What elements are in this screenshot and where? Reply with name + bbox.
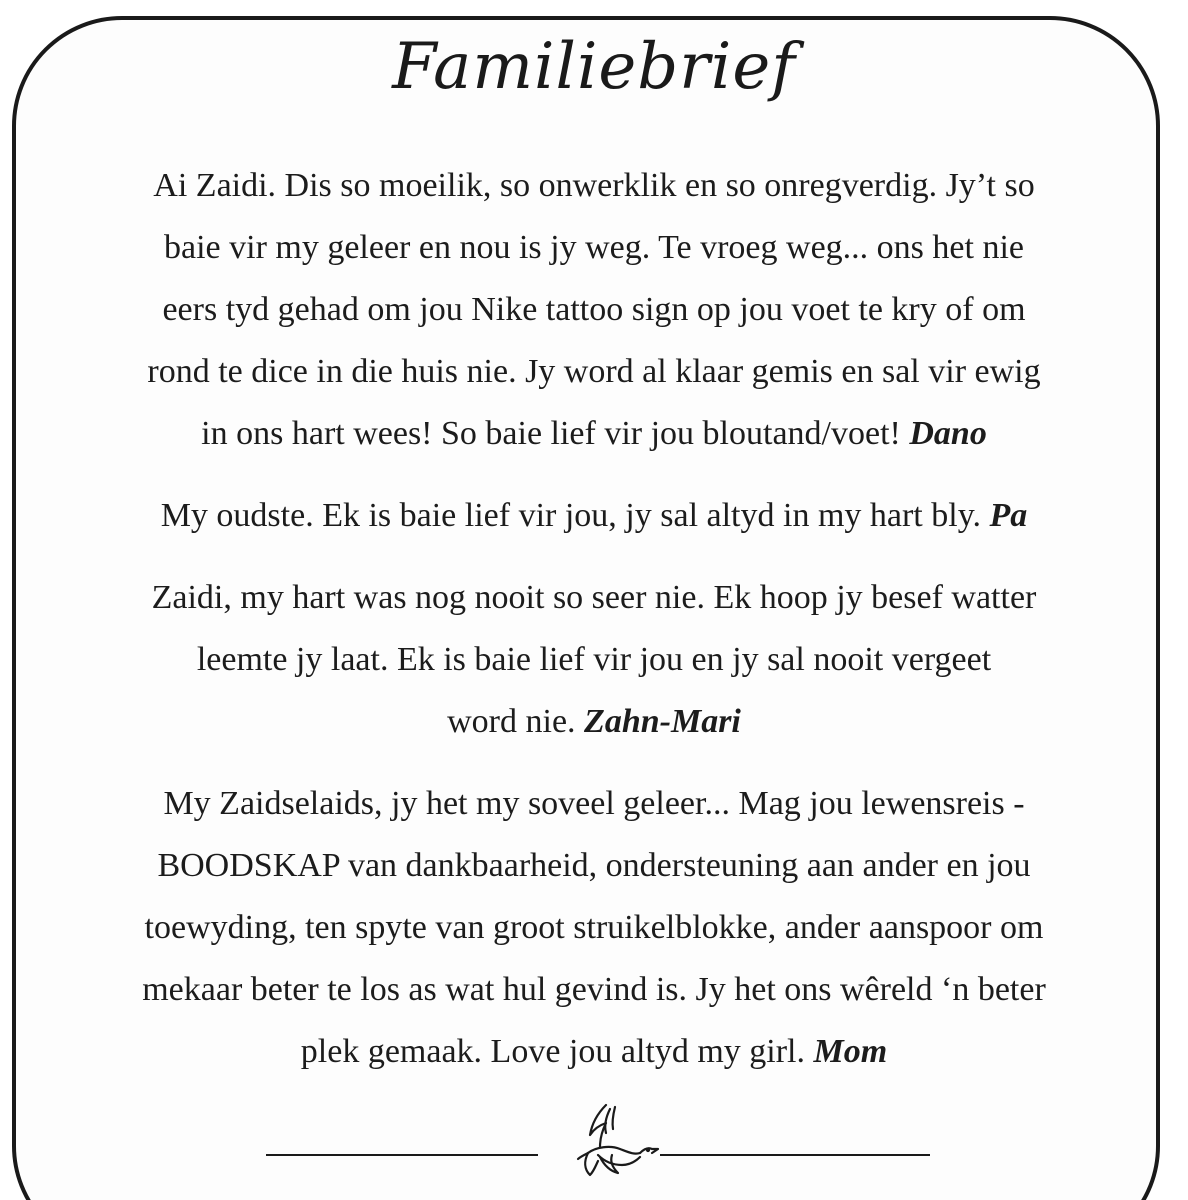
paragraph-line: mekaar beter te los as wat hul gevind is. Jy het ons wêreld ‘n beter <box>142 971 1046 1008</box>
paragraph-line: rond te dice in die huis nie. Jy word al klaar gemis en sal vir ewig <box>147 353 1041 390</box>
letter-paragraph-pa <box>60 485 1128 547</box>
paragraph-line-text: plek gemaak. Love jou altyd my girl. <box>300 1033 814 1070</box>
page-title: Familiebrief <box>392 30 796 104</box>
letter-paragraph-mom <box>60 773 1128 1083</box>
paragraph-line-text: word nie. <box>447 703 585 740</box>
dove-icon <box>0 1095 1188 1195</box>
paragraph-line-last <box>60 485 1128 547</box>
paragraph-line: baie vir my geleer en nou is jy weg. Te vroeg weg... ons het nie <box>164 229 1024 266</box>
signature-dano: Dano <box>909 415 987 452</box>
paragraph-line-last <box>60 403 1128 465</box>
signature-zahn-mari: Zahn-Mari <box>584 703 741 740</box>
paragraph-line: My Zaidselaids, jy het my soveel geleer... Mag jou lewensreis - <box>163 785 1025 822</box>
paragraph-line-last <box>60 691 1128 753</box>
letter-paragraph-zahn-mari <box>60 567 1128 753</box>
paragraph-line-text: in ons hart wees! So baie lief vir jou bloutand/voet! <box>201 415 910 452</box>
signature-pa: Pa <box>989 497 1028 534</box>
signature-mom: Mom <box>813 1033 888 1070</box>
paragraph-line: toewyding, ten spyte van groot struikelblokke, ander aanspoor om <box>144 909 1044 946</box>
paragraph-line-last <box>60 1021 1128 1083</box>
paragraph-line: leemte jy laat. Ek is baie lief vir jou en jy sal nooit vergeet <box>196 641 992 678</box>
paragraph-line: BOODSKAP van dankbaarheid, ondersteuning aan ander en jou <box>157 847 1031 884</box>
paragraph-line: Zaidi, my hart was nog nooit so seer nie. Ek hoop jy besef watter <box>151 579 1037 616</box>
paragraph-line: Ai Zaidi. Dis so moeilik, so onwerklik en so onregverdig. Jy’t so <box>153 167 1035 204</box>
paragraph-line-text: My oudste. Ek is baie lief vir jou, jy sal altyd in my hart bly. <box>160 497 990 534</box>
letter-paragraph-dano <box>60 155 1128 465</box>
paragraph-line: eers tyd gehad om jou Nike tattoo sign op jou voet te kry of om <box>162 291 1026 328</box>
letter-body <box>60 155 1128 1103</box>
